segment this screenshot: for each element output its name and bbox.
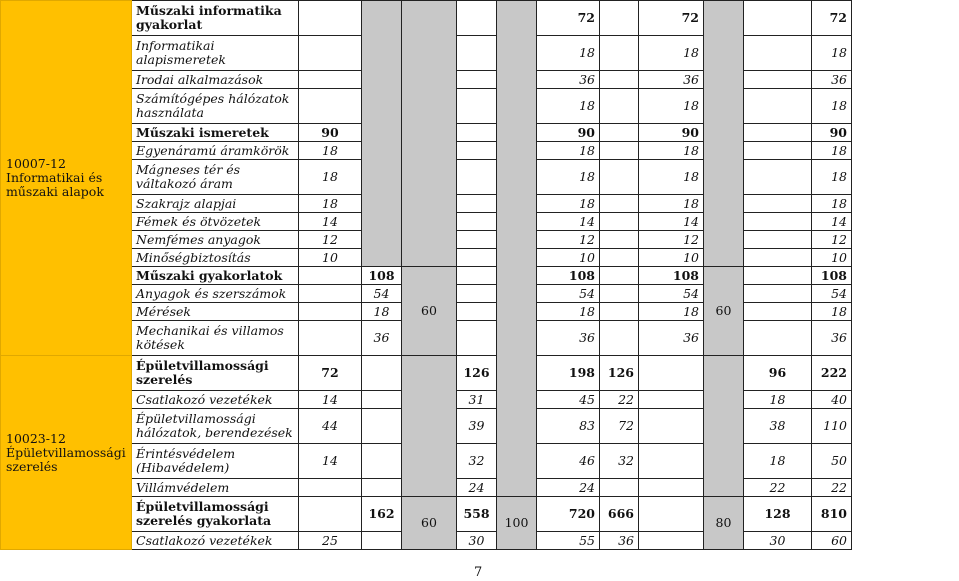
- hours-cell: [600, 89, 639, 124]
- hours-cell: [457, 36, 497, 71]
- hours-cell: 18: [639, 303, 704, 321]
- hours-cell: 18: [299, 142, 362, 160]
- subject-name: Csatlakozó vezetékek: [132, 391, 299, 409]
- hours-cell: 90: [639, 124, 704, 142]
- hours-cell: 14: [299, 444, 362, 479]
- subject-name: Fémek és ötvözetek: [132, 213, 299, 231]
- hours-cell: [600, 142, 639, 160]
- hours-cell: 83: [537, 409, 600, 444]
- hours-cell: 18: [362, 303, 402, 321]
- hours-cell: 72: [600, 409, 639, 444]
- table-row: [1, 285, 959, 303]
- hours-cell: [744, 89, 812, 124]
- subject-name: Műszaki ismeretek: [132, 124, 299, 142]
- hours-cell: [457, 160, 497, 195]
- hours-cell: [457, 267, 497, 285]
- total-hours-cell: 36: [812, 71, 852, 89]
- hours-cell: 108: [362, 267, 402, 285]
- hours-cell: [744, 124, 812, 142]
- hours-cell: 12: [639, 231, 704, 249]
- total-hours-cell: 14: [812, 213, 852, 231]
- total-hours-cell: 54: [812, 285, 852, 303]
- hours-cell: 18: [639, 142, 704, 160]
- hours-cell: 18: [299, 160, 362, 195]
- hours-cell: [362, 391, 402, 409]
- hours-cell: 96: [744, 356, 812, 391]
- hours-cell: [600, 285, 639, 303]
- hours-cell: 90: [299, 124, 362, 142]
- hours-cell: 18: [744, 444, 812, 479]
- hours-cell: 18: [639, 89, 704, 124]
- total-hours-cell: 36: [812, 321, 852, 356]
- subject-name: Csatlakozó vezetékek: [132, 532, 299, 550]
- hours-cell: 36: [600, 532, 639, 550]
- hours-cell: [457, 285, 497, 303]
- hours-cell: 18: [537, 89, 600, 124]
- hours-cell: [299, 479, 362, 497]
- table-row: [1, 142, 959, 160]
- table-row: [1, 391, 959, 409]
- subject-name: Egyenáramú áramkörök: [132, 142, 299, 160]
- hours-cell: 126: [457, 356, 497, 391]
- hours-cell: [457, 231, 497, 249]
- total-hours-cell: 72: [812, 1, 852, 36]
- subject-name: Informatikai alapismeretek: [132, 36, 299, 71]
- hours-cell: [457, 89, 497, 124]
- hours-cell: [600, 124, 639, 142]
- hours-cell: 72: [299, 356, 362, 391]
- hours-cell: [299, 89, 362, 124]
- hours-cell: 36: [639, 321, 704, 356]
- hours-cell: [299, 303, 362, 321]
- total-hours-cell: 60: [812, 532, 852, 550]
- hours-cell: 10: [639, 249, 704, 267]
- grey-cell: [402, 1, 457, 267]
- hours-cell: 12: [299, 231, 362, 249]
- hours-cell: 12: [537, 231, 600, 249]
- total-hours-cell: 18: [812, 160, 852, 195]
- module-cell: 10007-12 Informatikai és műszaki alapok: [1, 1, 132, 356]
- hours-cell: 666: [600, 497, 639, 532]
- hours-cell: [457, 213, 497, 231]
- hours-cell: 72: [537, 1, 600, 36]
- subject-name: Mérések: [132, 303, 299, 321]
- hours-cell: 10: [299, 249, 362, 267]
- hours-cell: 22: [600, 391, 639, 409]
- table-row: [1, 532, 959, 550]
- hours-cell: [600, 160, 639, 195]
- merged-hours: 60: [402, 497, 457, 550]
- hours-cell: [457, 249, 497, 267]
- hours-cell: 18: [299, 195, 362, 213]
- hours-cell: 126: [600, 356, 639, 391]
- hours-cell: [600, 71, 639, 89]
- hours-cell: 198: [537, 356, 600, 391]
- hours-cell: [299, 321, 362, 356]
- hours-cell: 558: [457, 497, 497, 532]
- page-number: 7: [474, 565, 483, 580]
- hours-cell: [600, 1, 639, 36]
- hours-cell: 18: [639, 36, 704, 71]
- hours-cell: [600, 303, 639, 321]
- grey-cell: [497, 1, 537, 497]
- table-row: [1, 249, 959, 267]
- subject-name: Műszaki gyakorlatok: [132, 267, 299, 285]
- hours-cell: [639, 479, 704, 497]
- hours-cell: [639, 356, 704, 391]
- hours-cell: 54: [537, 285, 600, 303]
- hours-cell: [362, 444, 402, 479]
- hours-cell: [299, 71, 362, 89]
- total-hours-cell: 18: [812, 36, 852, 71]
- hours-cell: [299, 1, 362, 36]
- table-row: [1, 267, 959, 285]
- hours-cell: [639, 532, 704, 550]
- hours-cell: [362, 532, 402, 550]
- total-hours-cell: 108: [812, 267, 852, 285]
- hours-cell: 14: [639, 213, 704, 231]
- hours-cell: 10: [537, 249, 600, 267]
- table-row: [1, 213, 959, 231]
- subject-name: Épületvillamossági szerelés: [132, 356, 299, 391]
- hours-cell: 54: [639, 285, 704, 303]
- total-hours-cell: 90: [812, 124, 852, 142]
- hours-cell: 128: [744, 497, 812, 532]
- hours-cell: [457, 303, 497, 321]
- hours-cell: 39: [457, 409, 497, 444]
- hours-cell: 18: [639, 160, 704, 195]
- subject-name: Műszaki informatika gyakorlat: [132, 1, 299, 36]
- hours-cell: 46: [537, 444, 600, 479]
- total-hours-cell: 40: [812, 391, 852, 409]
- hours-cell: [299, 285, 362, 303]
- hours-cell: 18: [744, 391, 812, 409]
- hours-cell: [362, 356, 402, 391]
- subject-name: Irodai alkalmazások: [132, 71, 299, 89]
- table-row: [1, 1, 959, 36]
- hours-cell: 36: [362, 321, 402, 356]
- subject-name: Minőségbiztosítás: [132, 249, 299, 267]
- hours-cell: 55: [537, 532, 600, 550]
- hours-cell: [457, 1, 497, 36]
- table-row: [1, 444, 959, 479]
- hours-cell: [639, 391, 704, 409]
- module-cell: 10023-12 Épületvillamossági szerelés: [1, 356, 132, 550]
- hours-cell: [744, 160, 812, 195]
- table-row: [1, 497, 959, 532]
- hours-cell: [600, 267, 639, 285]
- hours-cell: 720: [537, 497, 600, 532]
- hours-cell: [600, 195, 639, 213]
- hours-cell: 36: [537, 321, 600, 356]
- merged-hours: 60: [402, 267, 457, 356]
- hours-cell: 36: [639, 71, 704, 89]
- hours-cell: 45: [537, 391, 600, 409]
- hours-cell: 38: [744, 409, 812, 444]
- hours-cell: [744, 249, 812, 267]
- subject-name: Villámvédelem: [132, 479, 299, 497]
- subject-name: Számítógépes hálózatok használata: [132, 89, 299, 124]
- total-hours-cell: 18: [812, 303, 852, 321]
- subject-name: Mágneses tér és váltakozó áram: [132, 160, 299, 195]
- subject-name: Mechanikai és villamos kötések: [132, 321, 299, 356]
- hours-cell: 18: [639, 195, 704, 213]
- hours-cell: 31: [457, 391, 497, 409]
- hours-cell: [639, 409, 704, 444]
- hours-cell: [744, 285, 812, 303]
- hours-cell: 162: [362, 497, 402, 532]
- hours-cell: 18: [537, 303, 600, 321]
- table-row: [1, 321, 959, 356]
- hours-cell: 32: [600, 444, 639, 479]
- hours-cell: 44: [299, 409, 362, 444]
- hours-cell: 30: [457, 532, 497, 550]
- table-row: [1, 303, 959, 321]
- hours-cell: 22: [744, 479, 812, 497]
- subject-name: Érintésvédelem (Hibavédelem): [132, 444, 299, 479]
- hours-cell: [299, 267, 362, 285]
- hours-cell: [457, 71, 497, 89]
- hours-cell: [600, 321, 639, 356]
- hours-cell: [457, 142, 497, 160]
- table-row: [1, 231, 959, 249]
- hours-cell: [600, 479, 639, 497]
- merged-hours: 100: [497, 497, 537, 550]
- total-hours-cell: 810: [812, 497, 852, 532]
- hours-cell: [600, 213, 639, 231]
- hours-cell: [299, 36, 362, 71]
- total-hours-cell: 22: [812, 479, 852, 497]
- hours-cell: [639, 444, 704, 479]
- hours-cell: 18: [537, 36, 600, 71]
- grey-cell: [704, 356, 744, 497]
- hours-cell: [744, 142, 812, 160]
- hours-cell: 108: [537, 267, 600, 285]
- hours-cell: 18: [537, 160, 600, 195]
- hours-cell: [744, 321, 812, 356]
- grey-cell: [362, 1, 402, 267]
- total-hours-cell: 110: [812, 409, 852, 444]
- hours-cell: 14: [299, 391, 362, 409]
- hours-cell: [600, 231, 639, 249]
- hours-cell: 18: [537, 195, 600, 213]
- subject-name: Épületvillamossági hálózatok, berendezések: [132, 409, 299, 444]
- hours-cell: 72: [639, 1, 704, 36]
- hours-cell: [744, 1, 812, 36]
- table-row: [1, 124, 959, 142]
- table-row: [1, 36, 959, 71]
- hours-cell: [600, 36, 639, 71]
- hours-cell: 14: [299, 213, 362, 231]
- hours-cell: [457, 321, 497, 356]
- subject-name: Nemfémes anyagok: [132, 231, 299, 249]
- hours-cell: 30: [744, 532, 812, 550]
- hours-cell: [639, 497, 704, 532]
- total-hours-cell: 222: [812, 356, 852, 391]
- hours-cell: 90: [537, 124, 600, 142]
- hours-cell: [744, 195, 812, 213]
- total-hours-cell: 50: [812, 444, 852, 479]
- subject-name: Épületvillamossági szerelés gyakorlata: [132, 497, 299, 532]
- hours-cell: [744, 231, 812, 249]
- merged-hours: 60: [704, 267, 744, 356]
- table-row: [1, 195, 959, 213]
- table-row: [1, 71, 959, 89]
- table-row: [1, 89, 959, 124]
- hours-cell: [744, 303, 812, 321]
- hours-cell: 25: [299, 532, 362, 550]
- hours-cell: [744, 36, 812, 71]
- hours-cell: 24: [457, 479, 497, 497]
- hours-cell: [744, 267, 812, 285]
- grey-cell: [402, 356, 457, 497]
- hours-cell: 32: [457, 444, 497, 479]
- hours-cell: [600, 249, 639, 267]
- merged-hours: 80: [704, 497, 744, 550]
- hours-cell: [362, 479, 402, 497]
- hours-cell: 108: [639, 267, 704, 285]
- hours-cell: [457, 195, 497, 213]
- hours-cell: 18: [537, 142, 600, 160]
- subject-name: Szakrajz alapjai: [132, 195, 299, 213]
- hours-cell: 36: [537, 71, 600, 89]
- total-hours-cell: 18: [812, 89, 852, 124]
- table-row: [1, 160, 959, 195]
- hours-cell: [457, 124, 497, 142]
- hours-cell: 14: [537, 213, 600, 231]
- hours-cell: [362, 409, 402, 444]
- hours-cell: [299, 497, 362, 532]
- subject-name: Anyagok és szerszámok: [132, 285, 299, 303]
- table-row: [1, 479, 959, 497]
- total-hours-cell: 18: [812, 195, 852, 213]
- table-row: [1, 409, 959, 444]
- total-hours-cell: 18: [812, 142, 852, 160]
- total-hours-cell: 12: [812, 231, 852, 249]
- hours-cell: [744, 71, 812, 89]
- table-row: [1, 356, 959, 391]
- grey-cell: [704, 1, 744, 267]
- hours-cell: [744, 213, 812, 231]
- total-hours-cell: 10: [812, 249, 852, 267]
- hours-cell: 24: [537, 479, 600, 497]
- hours-cell: 54: [362, 285, 402, 303]
